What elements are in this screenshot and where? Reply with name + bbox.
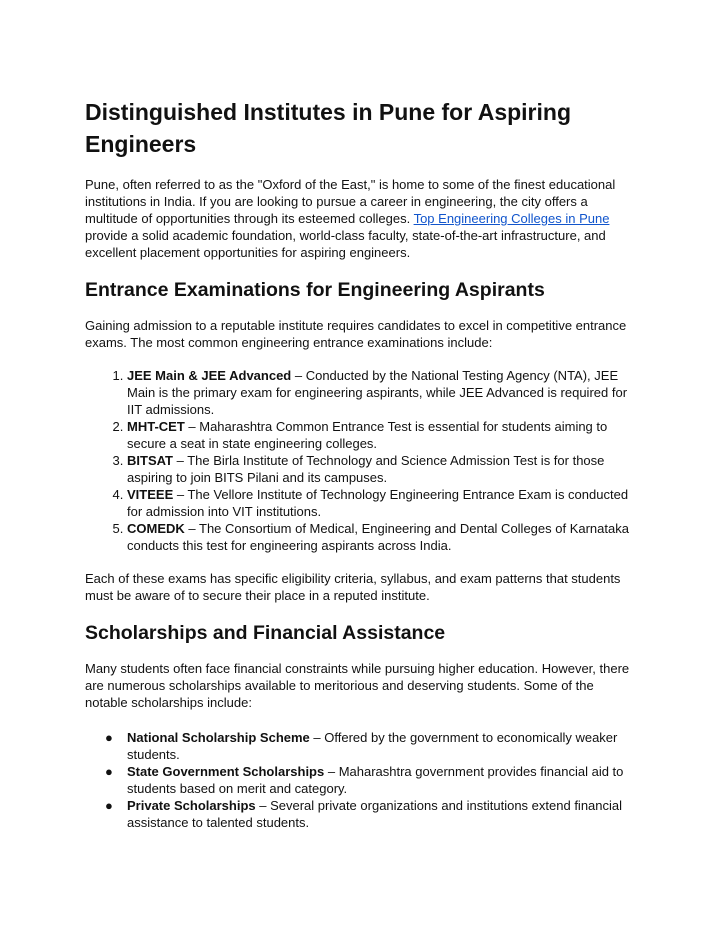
document-title: Distinguished Institutes in Pune for Aspiring Engineers bbox=[85, 99, 571, 157]
intro-paragraph bbox=[85, 176, 635, 261]
list-item bbox=[105, 797, 635, 831]
exam-name: JEE Main & JEE Advanced bbox=[127, 368, 292, 383]
intro-text-before-link: Pune, often referred to as the "Oxford of the East," is home to some of the finest educational institutions in India. If you are looking to pursue a career in engineering, the city offers a multitude of opportunities through its esteemed colleges. bbox=[85, 177, 616, 226]
scholarship-name: National Scholarship Scheme bbox=[127, 730, 310, 745]
document-page bbox=[85, 96, 635, 847]
scholarship-name: State Government Scholarships bbox=[127, 764, 325, 779]
exam-name: BITSAT bbox=[127, 453, 173, 468]
list-item bbox=[127, 367, 635, 418]
section-scholarships-lead: Many students often face financial constraints while pursuing higher education. However, there are numerous scholarships available to meritorious and deserving students. Some of the notable scholarships include: bbox=[85, 661, 630, 710]
exam-description: – The Birla Institute of Technology and Science Admission Test is for those aspiring to join BITS Pilani and its campuses. bbox=[127, 453, 605, 485]
entrance-exam-list bbox=[85, 367, 635, 554]
list-item bbox=[127, 486, 635, 520]
list-item bbox=[105, 763, 635, 797]
list-item bbox=[127, 452, 635, 486]
list-item bbox=[127, 520, 635, 554]
scholarship-description: – Maharashtra government provides financial aid to students based on merit and category. bbox=[127, 764, 624, 796]
bullet-icon: ● bbox=[105, 764, 113, 779]
exam-name: VITEEE bbox=[127, 487, 174, 502]
exam-name: MHT-CET bbox=[127, 419, 185, 434]
list-item bbox=[105, 729, 635, 763]
exam-description: – The Consortium of Medical, Engineering and Dental Colleges of Karnataka conducts this test for engineering aspirants across India. bbox=[127, 521, 629, 553]
scholarship-description: – Offered by the government to economically weaker students. bbox=[127, 730, 618, 762]
section-entrance-lead: Gaining admission to a reputable institute requires candidates to excel in competitive entrance exams. The most common engineering entrance examinations include: bbox=[85, 318, 627, 350]
scholarship-name: Private Scholarships bbox=[127, 798, 256, 813]
exam-name: COMEDK bbox=[127, 521, 185, 536]
exam-description: – Maharashtra Common Entrance Test is essential for students aiming to secure a seat in state engineering colleges. bbox=[127, 419, 608, 451]
section-heading-entrance-exams: Entrance Examinations for Engineering Aspirants bbox=[85, 279, 545, 301]
section-entrance-closing: Each of these exams has specific eligibility criteria, syllabus, and exam patterns that students must be aware of to secure their place in a reputed institute. bbox=[85, 571, 621, 603]
scholarship-description: – Several private organizations and institutions extend financial assistance to talented students. bbox=[127, 798, 623, 830]
bullet-icon: ● bbox=[105, 798, 113, 813]
top-engineering-colleges-link[interactable]: Top Engineering Colleges in Pune bbox=[413, 211, 610, 226]
list-item bbox=[127, 418, 635, 452]
bullet-icon: ● bbox=[105, 730, 113, 745]
exam-description: – The Vellore Institute of Technology Engineering Entrance Exam is conducted for admission into VIT institutions. bbox=[127, 487, 629, 519]
scholarship-list bbox=[85, 729, 635, 831]
section-heading-scholarships: Scholarships and Financial Assistance bbox=[85, 622, 446, 644]
exam-description: – Conducted by the National Testing Agency (NTA), JEE Main is the primary exam for engineering aspirants, while JEE Advanced is required for IIT admissions. bbox=[127, 368, 628, 417]
intro-text-after-link: provide a solid academic foundation, world-class faculty, state-of-the-art infrastructure, and excellent placement opportunities for aspiring engineers. bbox=[85, 228, 606, 260]
